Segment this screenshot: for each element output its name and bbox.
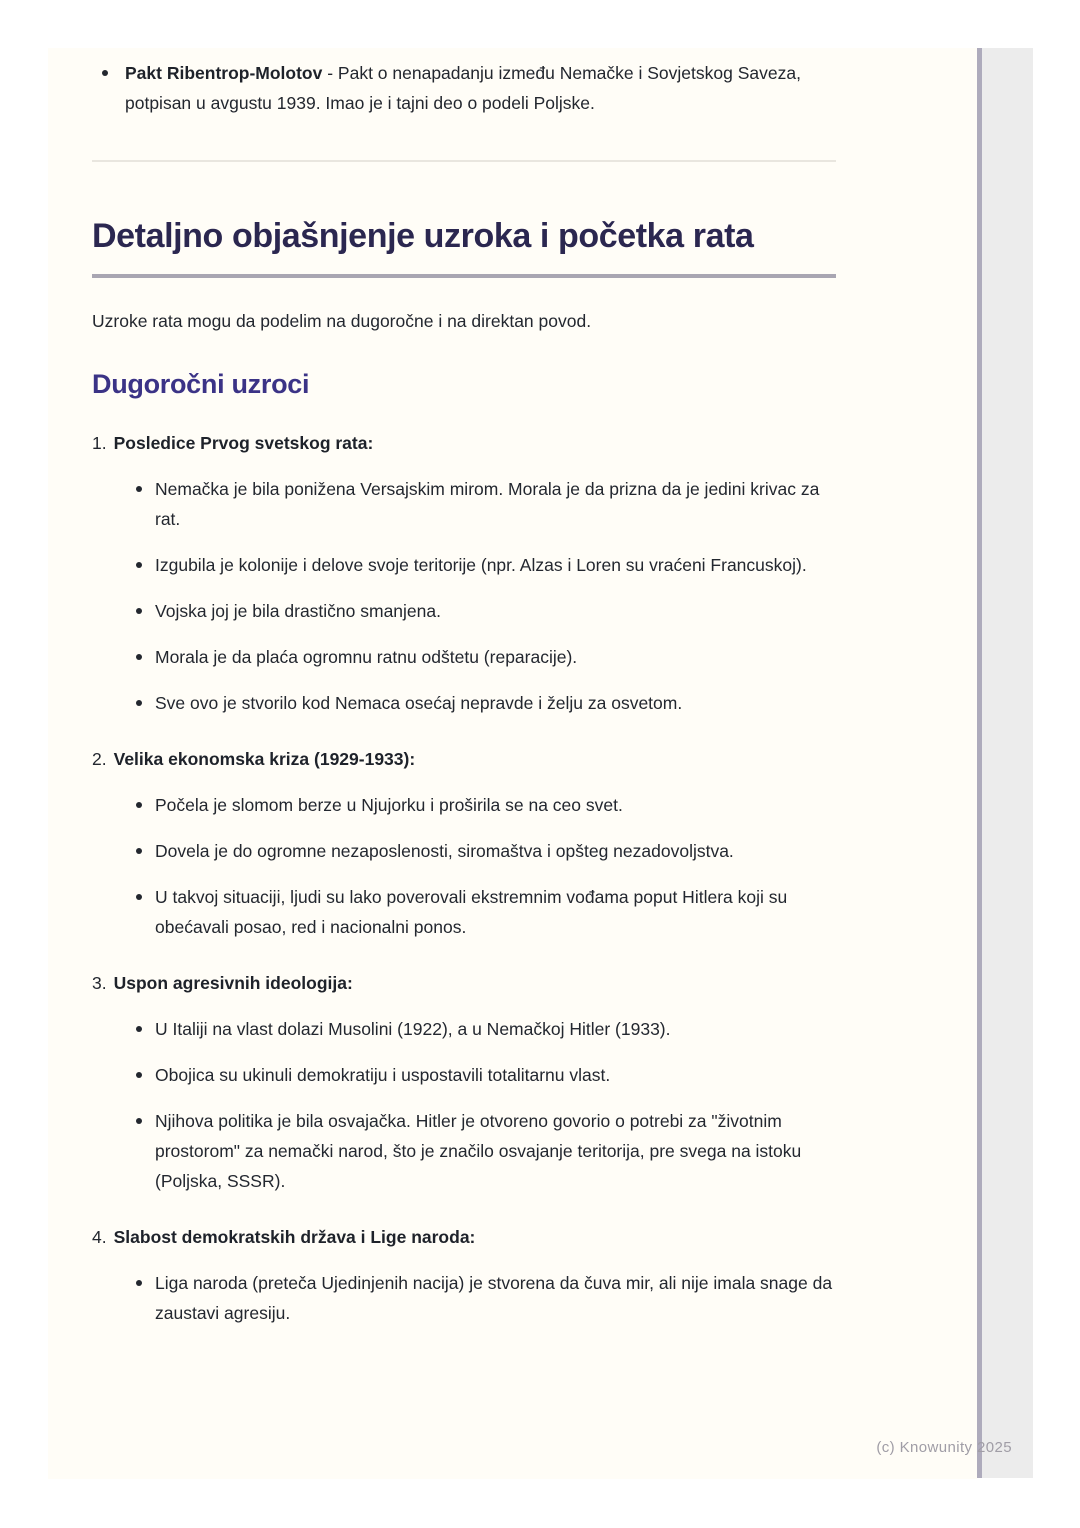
list-item [136, 688, 838, 718]
list-item [136, 882, 838, 942]
list-item [136, 790, 838, 820]
numbered-section [92, 428, 838, 718]
section-number: 3. [92, 973, 107, 993]
section-number: 4. [92, 1227, 107, 1247]
bullet-text: Sve ovo je stvorilo kod Nemaca osećaj nepravde i želju za osvetom. [155, 693, 683, 713]
list-item [136, 1014, 838, 1044]
list-item [136, 550, 838, 580]
list-item [136, 642, 838, 672]
section-title-row [92, 744, 838, 774]
bullet-list [136, 790, 838, 942]
definition-list [92, 58, 838, 118]
bullet-text: Liga naroda (preteča Ujedinjenih nacija) je stvorena da čuva mir, ali nije imala snage da zaustavi agresiju. [155, 1273, 833, 1323]
section-title-row [92, 968, 838, 998]
term-label: Pakt Ribentrop-Molotov [125, 63, 323, 83]
list-item [136, 1106, 838, 1196]
section-number: 2. [92, 749, 107, 769]
watermark: (c) Knowunity 2025 [876, 1439, 1012, 1456]
intro-paragraph: Uzroke rata mogu da podelim na dugoročne i na direktan povod. [92, 311, 592, 331]
page-content [48, 58, 838, 1328]
section-title: Posledice Prvog svetskog rata: [113, 433, 374, 453]
section-title-row [92, 1222, 838, 1252]
document-page [48, 48, 977, 1479]
section-title-row [92, 428, 838, 458]
numbered-list [92, 428, 838, 1328]
bullet-text: Dovela je do ogromne nezaposlenosti, siromaštva i opšteg nezadovoljstva. [155, 841, 734, 861]
bullet-text: Počela je slomom berze u Njujorku i proširila se na ceo svet. [155, 795, 623, 815]
term-description: - Pakt o nenapadanju između Nemačke i Sovjetskog Saveza, potpisan u avgustu 1939. Imao je i tajni deo o podeli Poljske. [125, 63, 801, 113]
list-item [136, 1060, 838, 1090]
section-divider [92, 160, 836, 162]
list-item [136, 1268, 838, 1328]
bullet-text: U takvoj situaciji, ljudi su lako poverovali ekstremnim vođama poput Hitlera koji su obećavali posao, red i nacionalni ponos. [155, 887, 788, 937]
section-title: Uspon agresivnih ideologija: [113, 973, 353, 993]
bullet-text: Nemačka je bila ponižena Versajskim mirom. Morala je da prizna da je jedini krivac za rat. [155, 479, 820, 529]
bullet-text: Morala je da plaća ogromnu ratnu odštetu (reparacije). [155, 647, 578, 667]
bullet-list [136, 1268, 838, 1328]
section-title: Slabost demokratskih država i Lige naroda: [113, 1227, 476, 1247]
scrollbar-track[interactable] [977, 48, 1033, 1478]
bullet-text: Obojica su ukinuli demokratiju i uspostavili totalitarnu vlast. [155, 1065, 611, 1085]
list-item [136, 474, 838, 534]
bullet-list [136, 474, 838, 718]
list-item [136, 836, 838, 866]
subsection-heading: Dugoročni uzroci [92, 369, 310, 399]
numbered-section [92, 744, 838, 942]
numbered-section [92, 968, 838, 1196]
section-number: 1. [92, 433, 107, 453]
page-title: Detaljno objašnjenje uzroka i početka rata [92, 217, 754, 255]
numbered-section [92, 1222, 838, 1328]
section-title: Velika ekonomska kriza (1929-1933): [113, 749, 416, 769]
bullet-text: Njihova politika je bila osvajačka. Hitler je otvoreno govorio o potrebi za "životnim prostorom" za nemački narod, što je značilo osvajanje teritorija, pre svega na istoku (Poljska, SSSR). [155, 1111, 802, 1191]
title-underline [92, 274, 836, 278]
bullet-text: U Italiji na vlast dolazi Musolini (1922), a u Nemačkoj Hitler (1933). [155, 1019, 671, 1039]
bullet-text: Izgubila je kolonije i delove svoje teritorije (npr. Alzas i Loren su vraćeni Francuskoj). [155, 555, 807, 575]
bullet-list [136, 1014, 838, 1196]
bullet-text: Vojska joj je bila drastično smanjena. [155, 601, 441, 621]
list-item [136, 596, 838, 626]
list-item [92, 58, 838, 118]
